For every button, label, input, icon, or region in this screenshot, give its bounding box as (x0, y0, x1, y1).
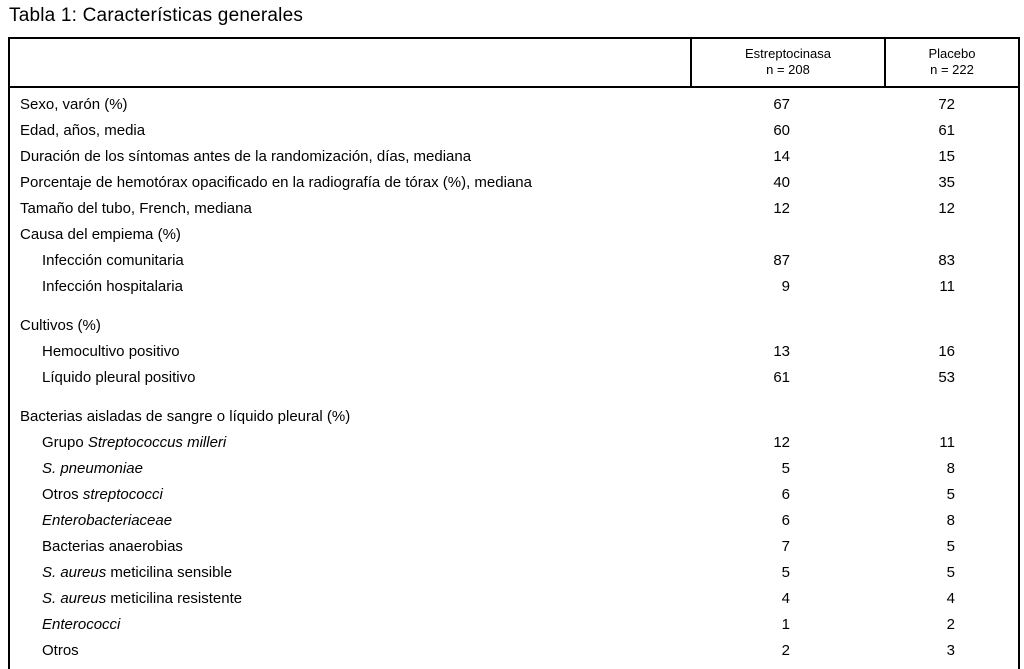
row-label (9, 87, 691, 118)
value-estreptocinasa (691, 313, 885, 339)
row-label (9, 339, 691, 365)
value-estreptocinasa (691, 586, 885, 612)
value-placebo (885, 196, 1019, 222)
table-row (9, 534, 1019, 560)
value-text: 87 (773, 252, 790, 269)
value-placebo (885, 170, 1019, 196)
row-label-segment: Otros (42, 642, 79, 659)
value-placebo (885, 222, 1019, 248)
value-estreptocinasa (691, 274, 885, 300)
table-row (9, 87, 1019, 118)
row-label-segment: Grupo (42, 434, 88, 451)
row-label-segment: meticilina sensible (106, 564, 233, 581)
value-estreptocinasa (691, 638, 885, 669)
row-label-segment: Líquido pleural positivo (42, 369, 196, 386)
table-row (9, 638, 1019, 669)
value-text: 2 (781, 642, 790, 659)
value-estreptocinasa (691, 560, 885, 586)
value-placebo (885, 365, 1019, 391)
value-estreptocinasa (691, 339, 885, 365)
value-placebo (885, 508, 1019, 534)
value-placebo (885, 638, 1019, 669)
value-text: 8 (946, 512, 955, 529)
value-estreptocinasa (691, 196, 885, 222)
value-text: 8 (946, 460, 955, 477)
table-row (9, 313, 1019, 339)
row-label-segment: Sexo, varón (%) (20, 96, 128, 113)
value-text: 61 (773, 369, 790, 386)
table-row (9, 170, 1019, 196)
header-empty-cell (9, 38, 691, 87)
value-placebo (885, 248, 1019, 274)
row-label-segment: meticilina resistente (106, 590, 243, 607)
table-row (9, 196, 1019, 222)
value-text: 12 (773, 200, 790, 217)
value-placebo (885, 456, 1019, 482)
value-estreptocinasa (691, 248, 885, 274)
column-n: n = 222 (930, 62, 974, 77)
row-label (9, 170, 691, 196)
row-label (9, 144, 691, 170)
row-label-italic-segment: Enterobacteriaceae (42, 512, 173, 529)
table-row (9, 482, 1019, 508)
row-label (9, 482, 691, 508)
table-row (9, 586, 1019, 612)
value-text: 12 (773, 434, 790, 451)
value-text: 5 (781, 564, 790, 581)
row-label (9, 248, 691, 274)
value-text: 40 (773, 174, 790, 191)
row-label-segment: Hemocultivo positivo (42, 343, 180, 360)
row-label (9, 534, 691, 560)
value-text: 5 (946, 564, 955, 581)
row-label (9, 118, 691, 144)
value-text: 53 (938, 369, 955, 386)
table-row (9, 274, 1019, 300)
value-placebo (885, 144, 1019, 170)
table-row (9, 456, 1019, 482)
value-text: 67 (773, 96, 790, 113)
value-placebo (885, 534, 1019, 560)
column-title: Placebo (928, 46, 976, 61)
row-label (9, 196, 691, 222)
value-text: 5 (946, 538, 955, 555)
row-label (9, 430, 691, 456)
value-placebo (885, 313, 1019, 339)
table-row (9, 612, 1019, 638)
row-label (9, 456, 691, 482)
column-title: Estreptocinasa (745, 46, 831, 61)
row-label-segment: Tamaño del tubo, French, mediana (20, 200, 252, 217)
value-placebo (885, 339, 1019, 365)
value-text: 35 (938, 174, 955, 191)
table-row (9, 118, 1019, 144)
row-label-segment: Bacterias aisladas de sangre o líquido pleural (%) (20, 408, 351, 425)
row-label (9, 508, 691, 534)
spacer-row (9, 300, 1019, 313)
value-text: 12 (938, 200, 955, 217)
row-label (9, 222, 691, 248)
value-text: 72 (938, 96, 955, 113)
row-label (9, 313, 691, 339)
value-estreptocinasa (691, 404, 885, 430)
row-label (9, 638, 691, 669)
row-label-segment: Cultivos (%) (20, 317, 101, 334)
value-text: 9 (781, 278, 790, 295)
row-label-italic-segment: S. aureus (42, 564, 107, 581)
value-estreptocinasa (691, 87, 885, 118)
value-estreptocinasa (691, 456, 885, 482)
table-row (9, 248, 1019, 274)
table-row (9, 430, 1019, 456)
row-label (9, 612, 691, 638)
value-estreptocinasa (691, 482, 885, 508)
value-text: 5 (781, 460, 790, 477)
row-label (9, 560, 691, 586)
value-text: 4 (781, 590, 790, 607)
table-caption: Tabla 1: Características generales (9, 5, 304, 26)
value-text: 4 (946, 590, 955, 607)
value-estreptocinasa (691, 170, 885, 196)
row-label-italic-segment: Streptococcus milleri (87, 434, 227, 451)
header-col-estreptocinasa (691, 38, 885, 87)
table-row (9, 365, 1019, 391)
value-placebo (885, 430, 1019, 456)
table-row (9, 222, 1019, 248)
value-estreptocinasa (691, 508, 885, 534)
characteristics-table (8, 37, 1020, 669)
value-text: 11 (939, 434, 955, 451)
value-text: 11 (939, 278, 955, 295)
value-text: 61 (938, 122, 955, 139)
table-row (9, 560, 1019, 586)
value-text: 6 (781, 486, 790, 503)
spacer-row (9, 391, 1019, 404)
value-text: 5 (946, 486, 955, 503)
value-text: 60 (773, 122, 790, 139)
row-label-segment: Duración de los síntomas antes de la randomización, días, mediana (20, 148, 472, 165)
value-estreptocinasa (691, 430, 885, 456)
value-placebo (885, 87, 1019, 118)
row-label-segment: Bacterias anaerobias (42, 538, 183, 555)
row-label-italic-segment: streptococci (82, 486, 163, 503)
value-estreptocinasa (691, 144, 885, 170)
table-row (9, 144, 1019, 170)
spacer-cell (9, 391, 1019, 404)
value-estreptocinasa (691, 222, 885, 248)
table-row (9, 404, 1019, 430)
row-label (9, 365, 691, 391)
value-text: 15 (938, 148, 955, 165)
row-label-italic-segment: Enterococci (42, 616, 121, 633)
value-placebo (885, 404, 1019, 430)
row-label (9, 404, 691, 430)
row-label-segment: Porcentaje de hemotórax opacificado en la radiografía de tórax (%), mediana (20, 174, 532, 191)
value-text: 13 (773, 343, 790, 360)
value-text: 3 (946, 642, 955, 659)
spacer-cell (9, 300, 1019, 313)
value-estreptocinasa (691, 365, 885, 391)
row-label-italic-segment: S. aureus (42, 590, 107, 607)
column-n: n = 208 (766, 62, 810, 77)
value-placebo (885, 586, 1019, 612)
value-placebo (885, 560, 1019, 586)
table-row (9, 339, 1019, 365)
header-col-placebo (885, 38, 1019, 87)
value-placebo (885, 274, 1019, 300)
value-placebo (885, 612, 1019, 638)
row-label-segment: Infección comunitaria (42, 252, 184, 269)
header-row (9, 38, 1019, 87)
value-text: 16 (938, 343, 955, 360)
value-estreptocinasa (691, 612, 885, 638)
value-text: 6 (781, 512, 790, 529)
table-row (9, 508, 1019, 534)
value-text: 1 (781, 616, 790, 633)
value-text: 83 (938, 252, 955, 269)
row-label (9, 274, 691, 300)
row-label (9, 586, 691, 612)
value-estreptocinasa (691, 118, 885, 144)
row-label-segment: Causa del empiema (%) (20, 226, 181, 243)
value-estreptocinasa (691, 534, 885, 560)
value-placebo (885, 118, 1019, 144)
row-label-segment: Otros (42, 486, 83, 503)
value-text: 2 (946, 616, 955, 633)
value-placebo (885, 482, 1019, 508)
row-label-segment: Edad, años, media (20, 122, 146, 139)
value-text: 7 (781, 538, 790, 555)
row-label-italic-segment: S. pneumoniae (42, 460, 143, 477)
value-text: 14 (773, 148, 790, 165)
row-label-segment: Infección hospitalaria (42, 278, 183, 295)
